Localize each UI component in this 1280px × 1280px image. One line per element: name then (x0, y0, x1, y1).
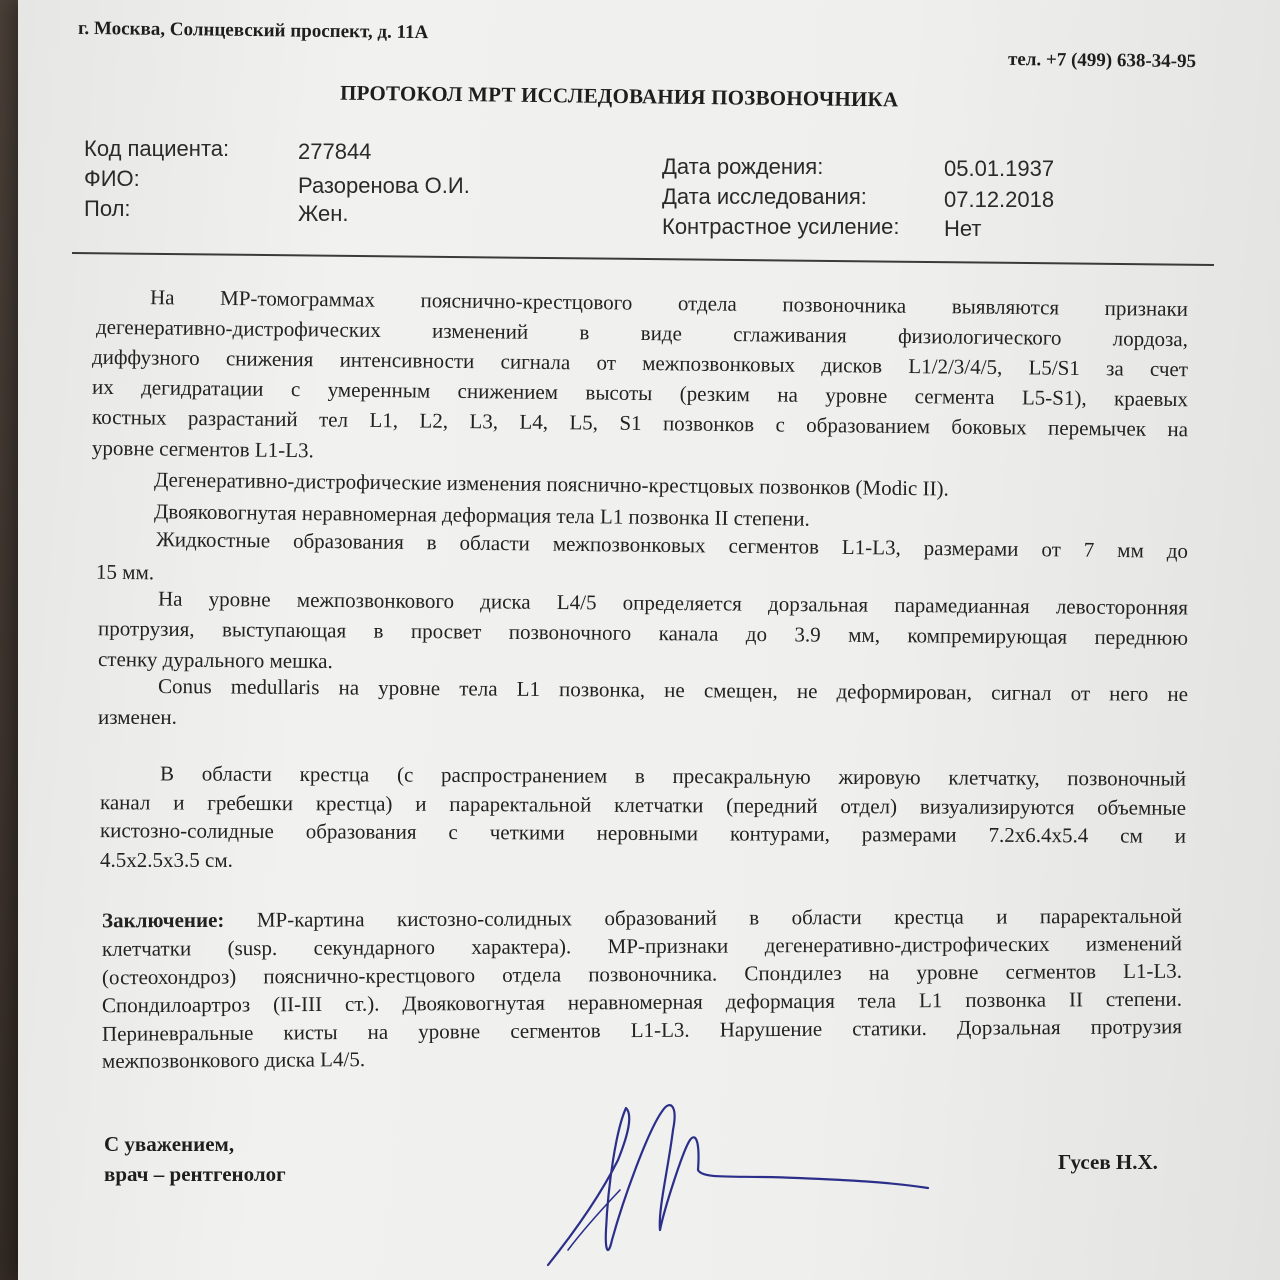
body-line: кистозно-солидные образования с четкими неровными контурами, размерами 7.2х6.4х5.4 см и (99, 818, 1187, 848)
body-line: В области крестца (с распространением в пресакральную жировую клетчатку, позвоночный (159, 761, 1187, 791)
body-line: На МР-томограммах пояснично-крестцового отдела позвоночника выявляются признаки (149, 285, 1189, 321)
conclusion-line: (остеохондроз) пояснично-крестцового отдела позвоночника. Спондилез на уровне сегментов L1-L3. (101, 958, 1183, 990)
contrast-label: Контрастное усиление: (662, 214, 900, 239)
body-line: 15 мм. (95, 559, 155, 585)
conclusion-line: Спондилоартроз (II-III ст.). Двояковогнутая неравномерная деформация тела L1 позвонка II степени. (101, 986, 1183, 1018)
body-line: протрузия, выступающая в просвет позвоночного канала до 3.9 мм, компремирующая переднюю (97, 616, 1189, 650)
body-line: канал и гребешки крестца) и параректальной клетчатки (передний отдел) визуализируются объемные (99, 790, 1187, 820)
body-line: Жидкостные образования в области межпозвонковых сегментов L1-L3, размерами от 7 мм до (155, 527, 1189, 563)
body-line: костных разрастаний тел L1, L2, L3, L4, L5, S1 позвонков с образованием боковых перемычек на (91, 404, 1189, 442)
patient-sex-value: Жен. (298, 201, 349, 226)
body-line: изменен. (98, 705, 177, 729)
body-line: На уровне межпозвонкового диска L4/5 определяется дорзальная парамедианная левосторонняя (157, 586, 1189, 620)
document-page (18, 0, 1280, 1280)
body-line: Conus medullaris на уровне тела L1 позвонка, не смещен, не деформирован, сигнал от него не (157, 673, 1189, 707)
clinic-address: г. Москва, Солнцевский проспект, д. 11А (77, 17, 429, 44)
body-line: 4.5х2.5х3.5 см. (100, 848, 233, 872)
conclusion-line: межпозвонкового диска L4/5. (101, 1047, 366, 1073)
header-divider (72, 252, 1214, 266)
patient-code-value: 277844 (298, 139, 372, 164)
regards-text: С уважением, (104, 1132, 235, 1156)
contrast-value: Нет (944, 216, 982, 241)
conclusion-label: Заключение: (101, 907, 225, 933)
conclusion-first-line (102, 904, 1182, 934)
conclusion-line: клетчатки (susp. секундарного характера). МР-признаки дегенеративно-дистрофических изменений (101, 931, 1183, 961)
doctor-position: врач – рентгенолог (104, 1162, 286, 1186)
body-line: их дегидратации с умеренным снижением высоты (резким на уровне сегмента L5-S1), краевых (91, 374, 1189, 412)
birth-date-label: Дата рождения: (662, 154, 824, 179)
conclusion-first-text: МР-картина кистозно-солидных образований в области крестца и параректальной (256, 903, 1183, 932)
handwritten-signature (508, 1090, 948, 1275)
patient-code-label: Код пациента: (84, 136, 230, 161)
patient-sex-label: Пол: (84, 196, 131, 221)
patient-name-value: Разоренова О.И. (298, 173, 470, 198)
patient-name-label: ФИО: (84, 166, 140, 191)
page-title: ПРОТОКОЛ МРТ ИССЛЕДОВАНИЯ ПОЗВОНОЧНИКА (339, 80, 899, 112)
body-line: Дегенеративно-дистрофические изменения пояснично-крестцовых позвонков (Modic II). (153, 467, 949, 501)
body-line: стенку дурального мешка. (97, 646, 333, 674)
body-line: дегенеративно-дистрофических изменений в виде сглаживания физиологического лордоза, (95, 314, 1189, 352)
body-line: уровне сегментов L1-L3. (91, 435, 314, 463)
exam-date-value: 07.12.2018 (944, 187, 1055, 212)
exam-date-label: Дата исследования: (662, 184, 867, 209)
body-line: диффузного снижения интенсивности сигнала от межпозвонковых дисков L1/2/3/4/5, L5/S1 за счет (91, 344, 1189, 382)
birth-date-value: 05.01.1937 (944, 156, 1055, 181)
body-line: Двояковогнутая неравномерная деформация тела L1 позвонка II степени. (153, 499, 810, 531)
doctor-name: Гусев Н.Х. (1058, 1150, 1158, 1174)
conclusion-line: Периневральные кисты на уровне сегментов L1-L3. Нарушение статики. Дорзальная протрузия (101, 1014, 1183, 1046)
clinic-phone: тел. +7 (499) 638-34-95 (1007, 48, 1197, 73)
